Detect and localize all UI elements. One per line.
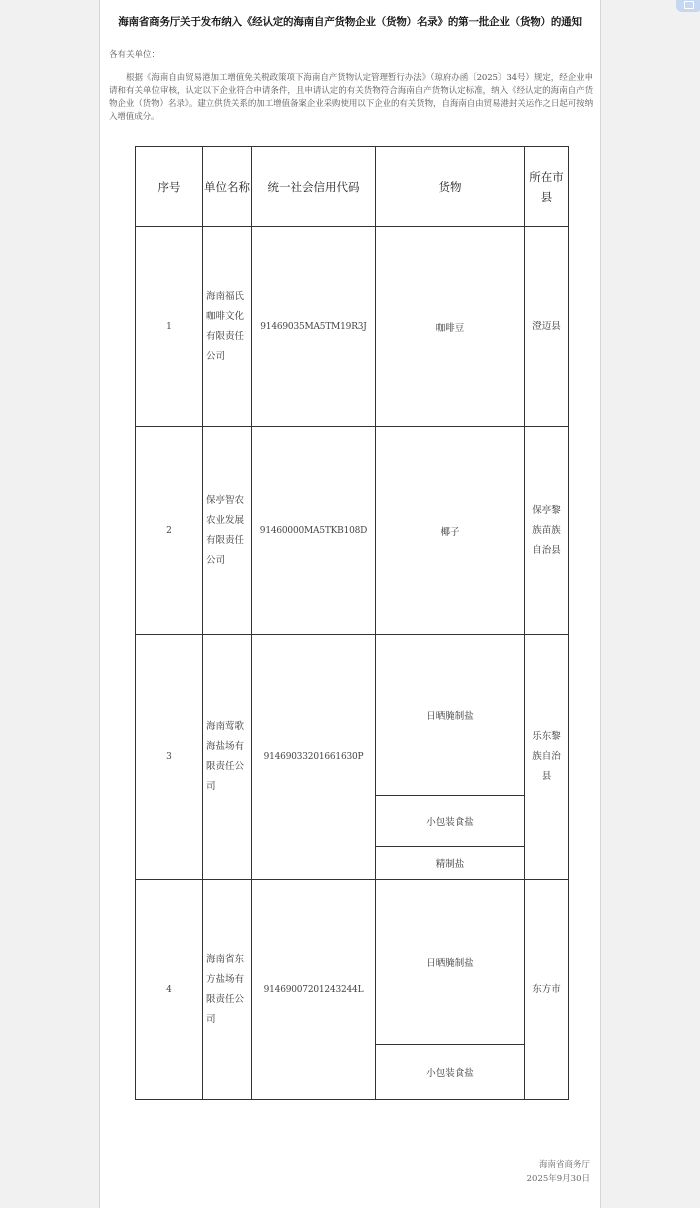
document-title: 海南省商务厅关于发布纳入《经认定的海南自产货物企业（货物）名录》的第一批企业（货物）的通知 <box>118 16 582 28</box>
row-credit-code: 91469007201243244L <box>252 880 376 1100</box>
row-goods: 日晒腌制盐 <box>376 635 525 796</box>
company-goods-table <box>135 146 569 1100</box>
row-goods: 小包装食盐 <box>376 796 525 847</box>
row-goods: 日晒腌制盐 <box>376 880 525 1045</box>
row-unit-name: 保亭智农农业发展有限责任公司 <box>203 427 252 635</box>
header-seq: 序号 <box>136 147 203 227</box>
table-row <box>136 427 569 635</box>
row-seq: 3 <box>136 635 203 880</box>
header-location: 所在市县 <box>525 147 569 227</box>
header-goods: 货物 <box>376 147 525 227</box>
row-unit-name: 海南省东方盐场有限责任公司 <box>203 880 252 1100</box>
table-row <box>136 880 569 1045</box>
row-seq: 2 <box>136 427 203 635</box>
row-unit-name: 海南莺歌海盐场有限责任公司 <box>203 635 252 880</box>
table-row <box>136 635 569 796</box>
row-credit-code: 91460000MA5TKB108D <box>252 427 376 635</box>
row-goods: 椰子 <box>376 427 525 635</box>
row-goods: 咖啡豆 <box>376 227 525 427</box>
issuer-name: 海南省商务厅 <box>538 1160 590 1170</box>
table-header-row <box>136 147 569 227</box>
row-unit-name: 海南福氏咖啡文化有限责任公司 <box>203 227 252 427</box>
row-location: 保亭黎族苗族自治县 <box>525 427 569 635</box>
document-page <box>99 0 601 1208</box>
document-footer <box>527 1158 590 1186</box>
salutation: 各有关单位： <box>109 50 161 60</box>
row-seq: 4 <box>136 880 203 1100</box>
row-goods: 精制盐 <box>376 847 525 880</box>
issue-date: 2025年9月30日 <box>526 1174 590 1184</box>
row-credit-code: 91469033201661630P <box>252 635 376 880</box>
row-location: 东方市 <box>525 880 569 1100</box>
row-location: 乐东黎族自治县 <box>525 635 569 880</box>
header-unit: 单位名称 <box>203 147 252 227</box>
body-paragraph: 根据《海南自由贸易港加工增值免关税政策项下海南自产货物认定管理暂行办法》（琼府办函〔2025〕34号）规定，经企业申请和有关单位审核，认定以下企业符合申请条件，且申请认定的有关货物符合海南自产货物认定标准，纳入《经认定的海南自产货物企业（货物）名录》。建立供货关系的加工增值备案企业采购使用以下企业的有关货物，自海南自由贸易港封关运作之日起可按纳入增值成分。 <box>109 73 593 122</box>
row-location: 澄迈县 <box>525 227 569 427</box>
row-goods: 小包装食盐 <box>376 1045 525 1100</box>
header-code: 统一社会信用代码 <box>252 147 376 227</box>
row-seq: 1 <box>136 227 203 427</box>
row-credit-code: 91469035MA5TM19R3J <box>252 227 376 427</box>
translate-badge-icon[interactable] <box>676 0 700 12</box>
table-row <box>136 227 569 427</box>
